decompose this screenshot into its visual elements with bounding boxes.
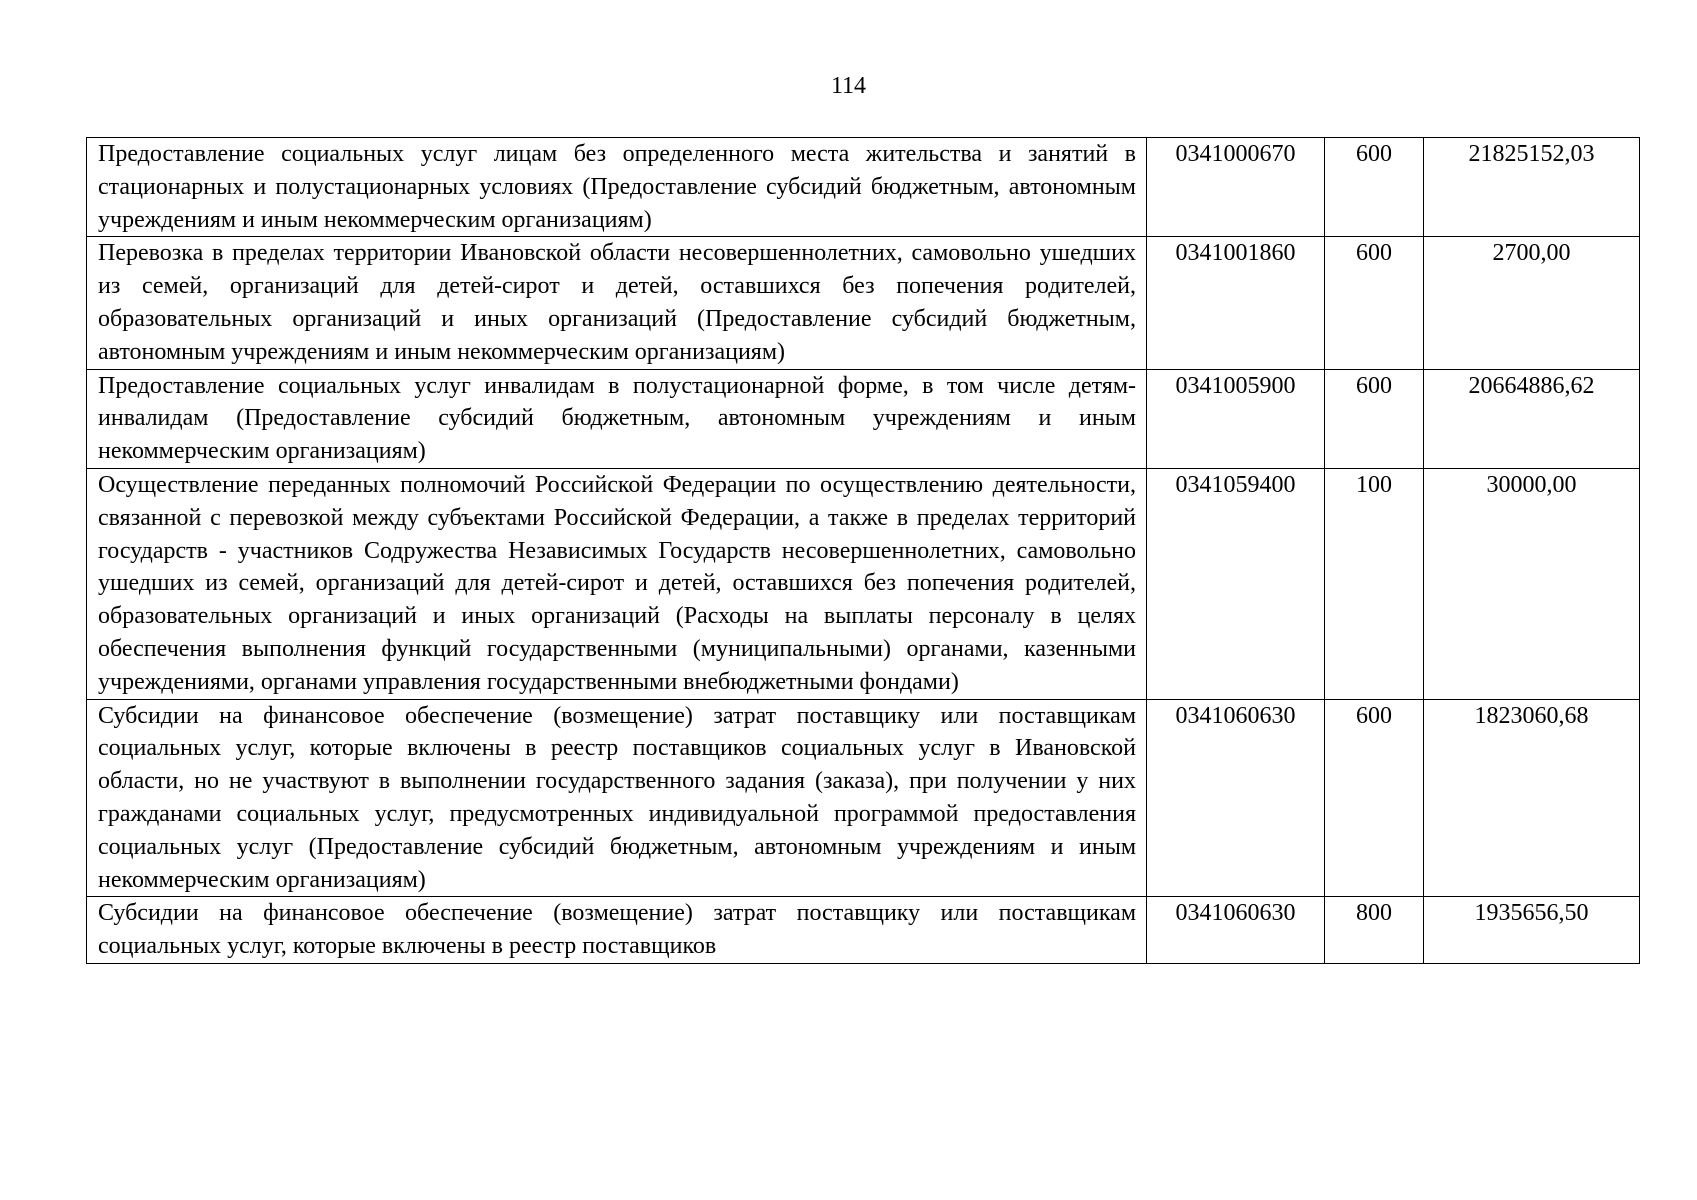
row-description-text: Субсидии на финансовое обеспечение (возмещение) затрат поставщику или поставщикам социальных услуг, которые включены в реестр поставщиков: [98, 900, 1136, 960]
row-amount: 2700,00: [1424, 237, 1640, 369]
budget-table: [86, 137, 1640, 964]
table-row: [87, 897, 1640, 964]
row-target-code: 0341059400: [1147, 468, 1325, 699]
row-expense-type: 600: [1325, 237, 1424, 369]
table-row: [87, 369, 1640, 468]
row-expense-type: 100: [1325, 468, 1424, 699]
row-amount: 1823060,68: [1424, 699, 1640, 897]
row-target-code: 0341001860: [1147, 237, 1325, 369]
row-target-code: 0341060630: [1147, 897, 1325, 964]
row-expense-type: 600: [1325, 369, 1424, 468]
table-row: [87, 237, 1640, 369]
row-description: Субсидии на финансовое обеспечение (возмещение) затрат поставщику или поставщикам социальных услуг, которые включены в реестр поставщиков социальных услуг в Ивановской области, но не участвуют в выполнении государственного задания (заказа), при получении у них гражданами социальных услуг, предусмотренных индивидуальной программой предоставления социальных услуг (Предоставление субсидий бюджетным, автономным учреждениям и иным некоммерческим организациям): [87, 699, 1147, 897]
row-description: Перевозка в пределах территории Ивановской области несовершеннолетних, самовольно ушедших из семей, организаций для детей-сирот и детей, оставшихся без попечения родителей, образовательных организаций и иных организаций (Предоставление субсидий бюджетным, автономным учреждениям и иным некоммерческим организациям): [87, 237, 1147, 369]
row-description: Предоставление социальных услуг лицам без определенного места жительства и занятий в стационарных и полустационарных условиях (Предоставление субсидий бюджетным, автономным учреждениям и иным некоммерческим организациям): [87, 138, 1147, 237]
row-amount: 30000,00: [1424, 468, 1640, 699]
row-target-code: 0341060630: [1147, 699, 1325, 897]
row-description: Предоставление социальных услуг инвалидам в полустационарной форме, в том числе детям-инвалидам (Предоставление субсидий бюджетным, автономным учреждениям и иным некоммерческим организациям): [87, 369, 1147, 468]
row-amount: 21825152,03: [1424, 138, 1640, 237]
row-expense-type: 600: [1325, 699, 1424, 897]
row-target-code: 0341000670: [1147, 138, 1325, 237]
row-amount: 20664886,62: [1424, 369, 1640, 468]
row-expense-type: 800: [1325, 897, 1424, 964]
row-description: [87, 897, 1147, 964]
table-row: [87, 699, 1640, 897]
table-row: [87, 138, 1640, 237]
row-target-code: 0341005900: [1147, 369, 1325, 468]
row-amount: 1935656,50: [1424, 897, 1640, 964]
row-description: Осуществление переданных полномочий Российской Федерации по осуществлению деятельности, связанной с перевозкой между субъектами Российской Федерации, а также в пределах территорий государств - участников Содружества Независимых Государств несовершеннолетних, самовольно ушедших из семей, организаций для детей-сирот и детей, оставшихся без попечения родителей, образовательных организаций и иных организаций (Расходы на выплаты персоналу в целях обеспечения выполнения функций государственными (муниципальными) органами, казенными учреждениями, органами управления государственными внебюджетными фондами): [87, 468, 1147, 699]
row-expense-type: 600: [1325, 138, 1424, 237]
page-number: 114: [830, 73, 867, 99]
table-row: [87, 468, 1640, 699]
